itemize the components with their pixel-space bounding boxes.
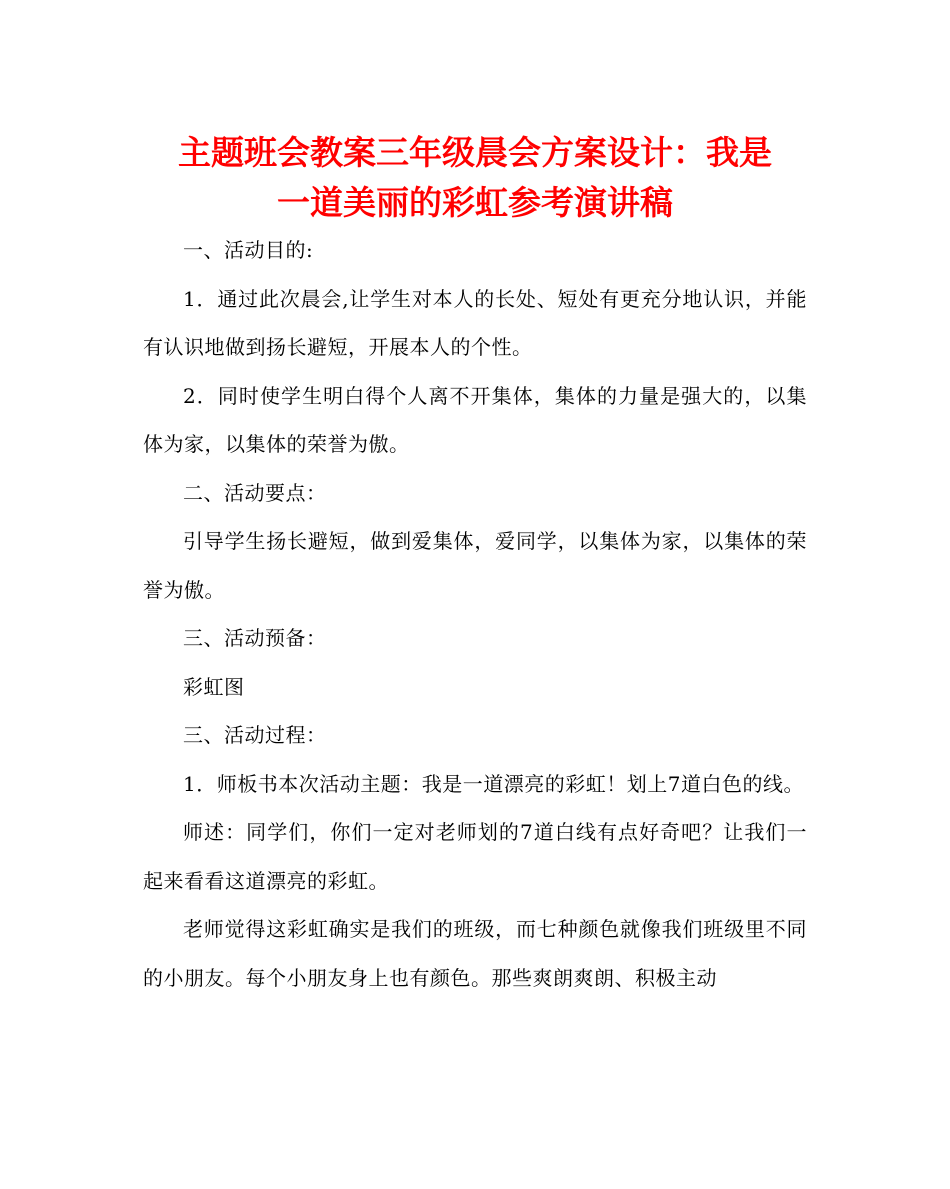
paragraph: 引导学生扬长避短，做到爱集体，爱同学，以集体为家，以集体的荣誉为傲。 bbox=[143, 529, 807, 602]
section-heading-key-points: 二、活动要点： bbox=[183, 480, 327, 505]
paragraph: 老师觉得这彩虹确实是我们的班级，而七种颜色就像我们班级里不同的小朋友。每个小朋友身上也有颜色。那些爽朗爽朗、积极主动 bbox=[143, 917, 807, 990]
paragraph: 2．同时使学生明白得个人离不开集体，集体的力量是强大的，以集体为家，以集体的荣誉为傲。 bbox=[143, 383, 807, 456]
paragraph: 彩虹图 bbox=[183, 674, 245, 699]
paragraph: 师述：同学们，你们一定对老师划的7道白线有点好奇吧？让我们一起来看看这道漂亮的彩虹。 bbox=[143, 820, 807, 893]
document-title bbox=[130, 128, 820, 228]
paragraph: 1．通过此次晨会,让学生对本人的长处、短处有更充分地认识，并能有认识地做到扬长避短，开展本人的个性。 bbox=[143, 286, 807, 359]
title-line-1: 主题班会教案三年级晨会方案设计：我是 bbox=[178, 133, 772, 172]
paragraph: 1．师板书本次活动主题：我是一道漂亮的彩虹！划上7道白色的线。 bbox=[183, 771, 804, 796]
section-heading-process: 三、活动过程： bbox=[183, 723, 327, 747]
title-line-2: 一道美丽的彩虹参考演讲稿 bbox=[277, 183, 673, 222]
section-heading-preparation: 三、活动预备： bbox=[183, 626, 327, 650]
section-heading-goals: 一、活动目的: bbox=[183, 238, 314, 262]
document-body bbox=[143, 226, 807, 1002]
